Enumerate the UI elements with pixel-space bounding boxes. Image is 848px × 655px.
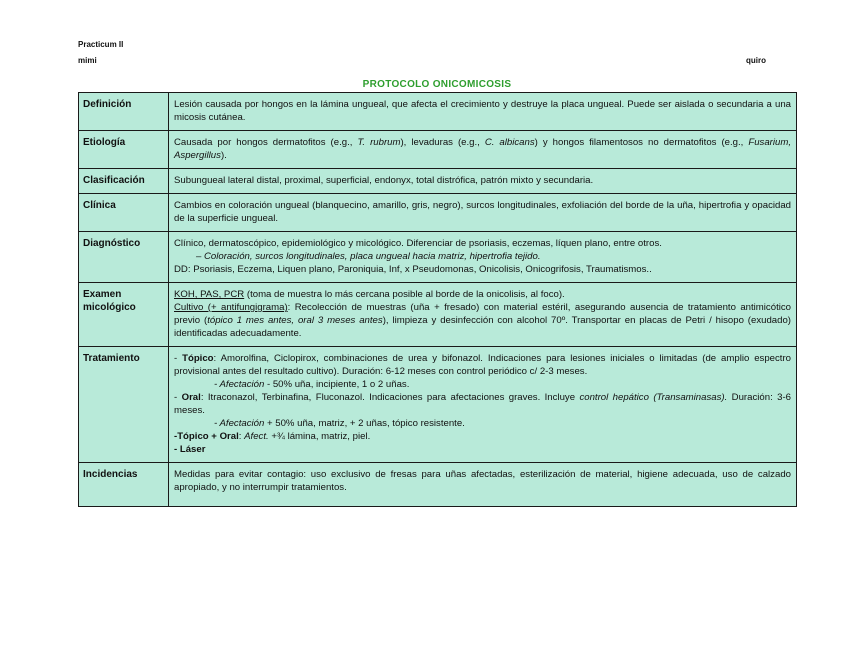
oral-label: Oral [181,392,201,403]
row-label [79,283,169,347]
document-title: PROTOCOLO ONICOMICOSIS [362,79,512,90]
topical-label: Tópico [182,353,214,364]
text: - 50% uña, incipiente, 1 o 2 uñas. [264,379,410,390]
affectation-label: - Afectación [214,379,265,390]
text-line: – Coloración, surcos longitudinales, placa ungueal hacia matriz, hipertrofia tejido. [196,251,541,262]
row-definicion [79,93,797,131]
species-name: T. rubrum [357,137,401,148]
text-italic: tópico 1 mes antes, oral 3 meses antes [207,315,383,326]
text-line: DD: Psoriasis, Eczema, Liquen plano, Paroniquia, Inf, x Pseudomonas, Onicolisis, Onicogrifosis, Traumatismos.. [174,264,652,275]
text-italic: Afect. [244,431,269,442]
text: ) y hongos filamentosos no dermatofitos (e.g., [534,137,749,148]
row-content: Cambios en coloración ungueal (blanquecino, amarillo, gris, negro), surcos longitudinales, exfoliación del borde de la uña, hipertrofia y opacidad de la superficie ungueal. [169,194,797,232]
row-content: Lesión causada por hongos en la lámina ungueal, que afecta el crecimiento y destruye la placa ungueal. Puede ser aislada o secundaria a una micosis cutánea. [169,93,797,131]
text: - [174,392,182,403]
protocol-table [78,92,797,507]
row-tratamiento [79,347,797,463]
label-line: Examen [83,289,122,300]
text: - [174,353,183,364]
text: +¾ lámina, matriz, piel. [268,431,371,442]
row-clasificacion [79,169,797,194]
row-label: Etiología [79,131,169,169]
course-name: Practicum II [78,40,124,49]
label-line: micológico [83,302,136,313]
text: (toma de muestra lo más cercana posible al borde de la onicolisis, al foco). [244,289,565,300]
culture-label: Cultivo (+ antifungigrama) [174,302,288,313]
row-etiologia [79,131,797,169]
laser-label: - Láser [174,444,206,455]
text-line: Clínico, dermatoscópico, epidemiológico y micológico. Diferenciar de psoriasis, eczemas, líquen plano, entre otros. [174,238,662,249]
species-name: Fusarium, Aspergillus [174,137,791,161]
text: : [238,431,245,442]
species-name: C. albicans [484,137,535,148]
row-label: Diagnóstico [79,232,169,283]
row-content: Subungueal lateral distal, proximal, superficial, endonyx, total distrófica, patrón mixto y secundaria. [169,169,797,194]
row-clinica [79,194,797,232]
row-label: Tratamiento [79,347,169,463]
author-name: mimi [78,56,97,65]
row-label: Definición [79,93,169,131]
combo-label: -Tópico + Oral [174,431,239,442]
row-label: Incidencias [79,463,169,507]
text: ), levaduras (e.g., [400,137,485,148]
text: : Recolección de muestras (uña + fresado) con material estéril, asegurando ausencia de tratamiento antimicótico previo ( [174,302,791,326]
text: Duración: 3-6 meses. [174,392,791,416]
row-examen [79,283,797,347]
row-incidencias [79,463,797,507]
text-italic: control hepático (Transaminasas). [579,392,728,403]
text: + 50% uña, matriz, + 2 uñas, tópico resistente. [264,418,465,429]
text: ). [220,150,227,161]
row-content [169,232,797,283]
row-label: Clínica [79,194,169,232]
row-diagnostico [79,232,797,283]
text: Causada por hongos dermatofitos (e.g., [174,137,358,148]
text: : Itraconazol, Terbinafina, Fluconazol. Indicaciones para afectaciones graves. Incluye [200,392,580,403]
subject-tag: quiro [746,56,766,65]
text: : Amorolfina, Ciclopirox, combinaciones de urea y bifonazol. Indicaciones para lesiones iniciales o limitadas (de amplio espectro provisional antes del resultado cultivo). Duración: 6-12 meses con control periódico c/ 2-3 meses. [174,353,791,377]
row-label: Clasificación [79,169,169,194]
affectation-label: - Afectación [214,418,265,429]
test-list: KOH, PAS, PCR [174,289,245,300]
row-content [169,283,797,347]
text: ), limpieza y desinfección con alcohol 70º. Transportar en placas de Petri / hisopo (exudado) identificadas adecuadamente. [174,315,791,339]
row-content [169,131,797,169]
row-content [169,347,797,463]
row-content: Medidas para evitar contagio: uso exclusivo de fresas para uñas afectadas, esterilización de material, higiene adecuada, uso de calzado apropiado, y no interrumpir tratamientos. [169,463,797,507]
